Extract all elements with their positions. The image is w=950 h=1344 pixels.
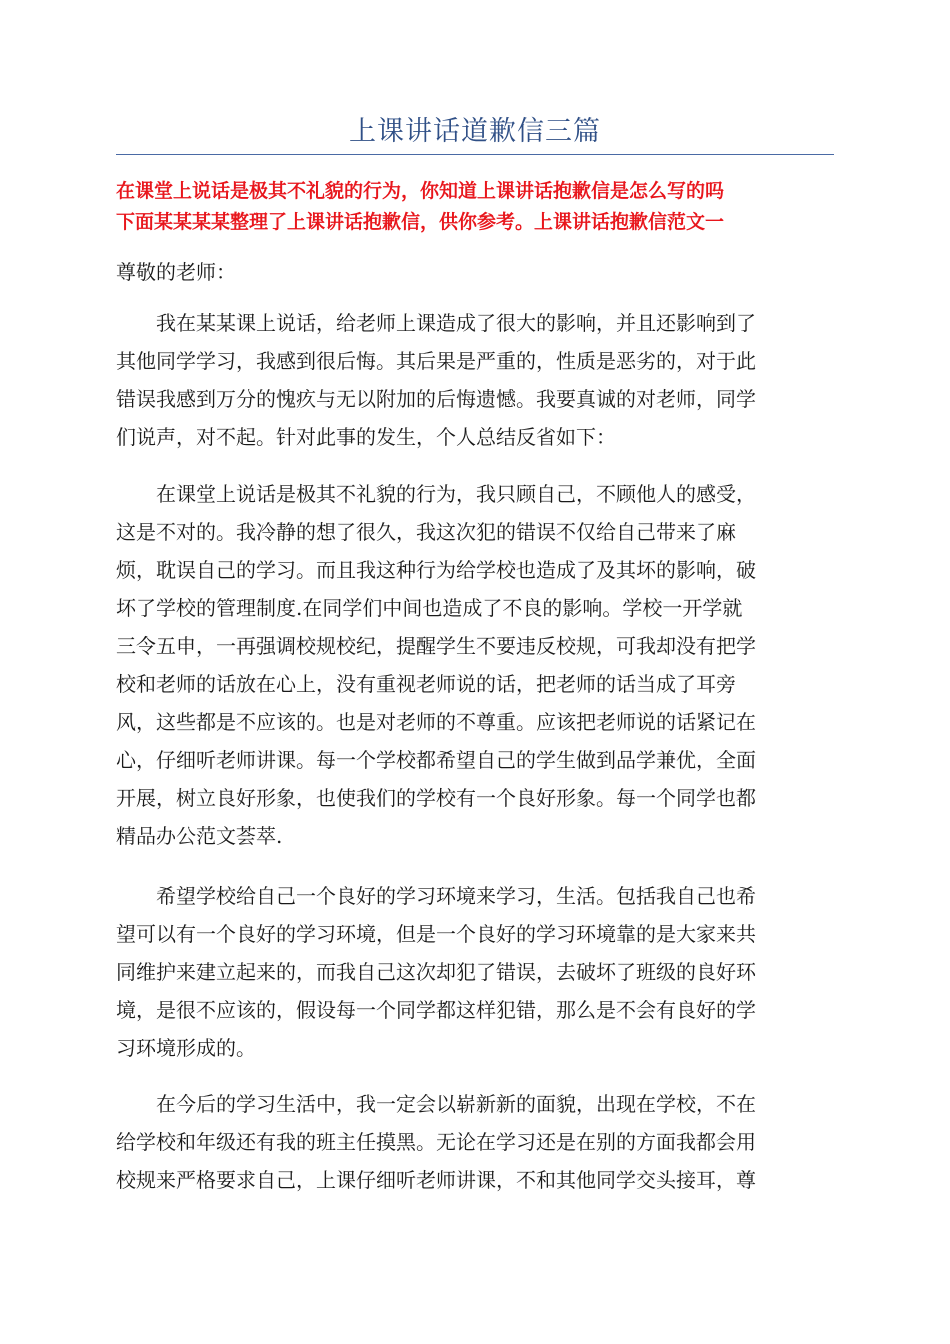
paragraph-line: 校规来严格要求自己，上课仔细听老师讲课，不和其他同学交头接耳，尊 bbox=[116, 1168, 756, 1192]
paragraph-line: 习环境形成的。 bbox=[116, 1036, 256, 1060]
paragraph-1 bbox=[116, 304, 836, 456]
paragraph-line: 错误我感到万分的愧疚与无以附加的后悔遗憾。我要真诚的对老师，同学 bbox=[116, 387, 756, 411]
paragraph-line: 境，是很不应该的，假设每一个同学都这样犯错，那么是不会有良好的学 bbox=[116, 998, 756, 1022]
paragraph-line: 在今后的学习生活中，我一定会以崭新新的面貌，出现在学校，不在 bbox=[116, 1092, 756, 1116]
paragraph-line: 三令五申，一再强调校规校纪，提醒学生不要违反校规，可我却没有把学 bbox=[116, 634, 756, 658]
paragraph-line: 我在某某课上说话，给老师上课造成了很大的影响，并且还影响到了 bbox=[116, 311, 756, 335]
paragraph-line: 给学校和年级还有我的班主任摸黑。无论在学习还是在别的方面我都会用 bbox=[116, 1130, 756, 1154]
paragraph-3 bbox=[116, 877, 836, 1067]
paragraph-line: 风，这些都是不应该的。也是对老师的不尊重。应该把老师说的话紧记在 bbox=[116, 710, 756, 734]
paragraph-line: 烦，耽误自己的学习。而且我这种行为给学校也造成了及其坏的影响，破 bbox=[116, 558, 756, 582]
paragraph-line: 坏了学校的管理制度.在同学们中间也造成了不良的影响。学校一开学就 bbox=[116, 596, 743, 620]
paragraph-4 bbox=[116, 1085, 836, 1199]
salutation bbox=[116, 253, 836, 291]
paragraph-line: 开展，树立良好形象，也使我们的学校有一个良好形象。每一个同学也都 bbox=[116, 786, 756, 810]
paragraph-2 bbox=[116, 475, 836, 855]
paragraph-line: 希望学校给自己一个良好的学习环境来学习，生活。包括我自己也希 bbox=[116, 884, 756, 908]
paragraph-line: 们说声，对不起。针对此事的发生，个人总结反省如下： bbox=[116, 425, 616, 449]
title-underline bbox=[116, 154, 834, 155]
salutation-text: 尊敬的老师： bbox=[116, 260, 236, 284]
paragraph-line: 校和老师的话放在心上，没有重视老师说的话，把老师的话当成了耳旁 bbox=[116, 672, 736, 696]
paragraph-line: 在课堂上说话是极其不礼貌的行为，我只顾自己，不顾他人的感受， bbox=[116, 482, 756, 506]
paragraph-line: 同维护来建立起来的，而我自己这次却犯了错误，去破坏了班级的良好环 bbox=[116, 960, 756, 984]
lead-line: 在课堂上说话是极其不礼貌的行为，你知道上课讲话抱歉信是怎么写的吗 bbox=[116, 180, 725, 202]
lead-summary bbox=[116, 176, 836, 238]
lead-line: 下面某某某某整理了上课讲话抱歉信，供你参考。上课讲话抱歉信范文一 bbox=[116, 211, 725, 233]
paragraph-line: 心，仔细听老师讲课。每一个学校都希望自己的学生做到品学兼优，全面 bbox=[116, 748, 756, 772]
document-title: 上课讲话道歉信三篇 bbox=[349, 116, 601, 147]
paragraph-line: 望可以有一个良好的学习环境，但是一个良好的学习环境靠的是大家来共 bbox=[116, 922, 756, 946]
paragraph-line: 这是不对的。我冷静的想了很久，我这次犯的错误不仅给自己带来了麻 bbox=[116, 520, 736, 544]
paragraph-line: 精品办公范文荟萃. bbox=[116, 824, 283, 848]
paragraph-line: 其他同学学习，我感到很后悔。其后果是严重的，性质是恶劣的，对于此 bbox=[116, 349, 756, 373]
